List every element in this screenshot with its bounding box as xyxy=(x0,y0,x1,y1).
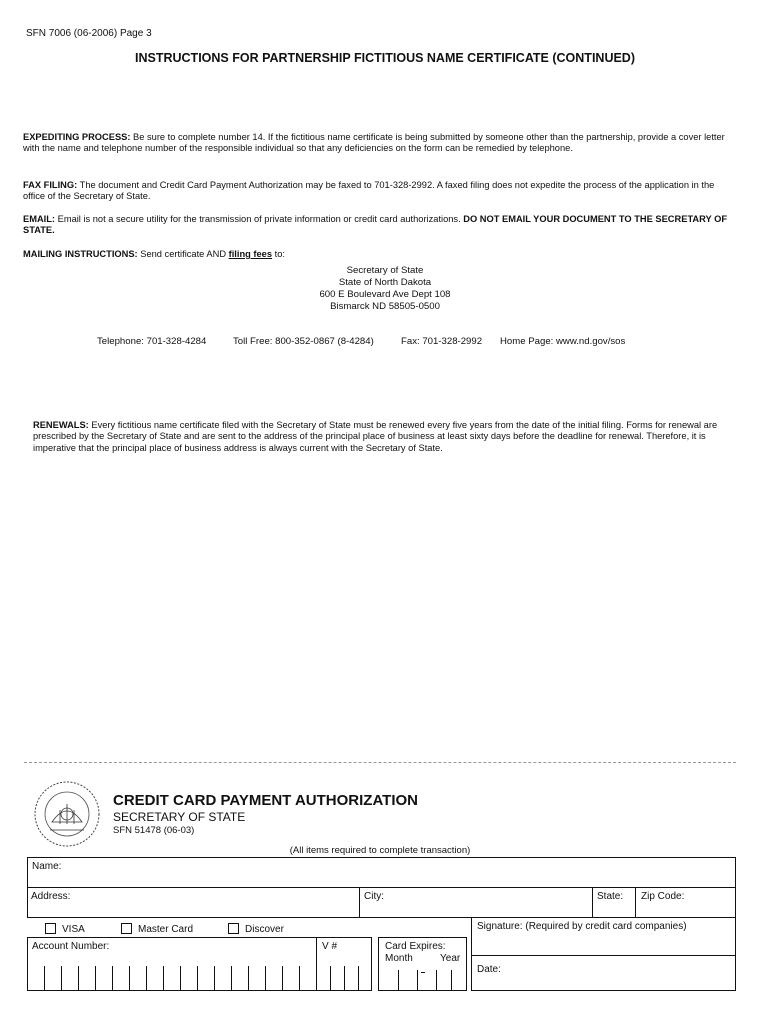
account-number-field[interactable] xyxy=(27,937,317,991)
telephone: Telephone: 701-328-4284 xyxy=(97,336,207,347)
mailing-fees: filing fees xyxy=(228,249,273,259)
email-warning: DO NOT EMAIL YOUR DOCUMENT TO THE SECRETARY OF STATE. xyxy=(23,214,728,236)
mastercard-label: Master Card xyxy=(138,924,194,935)
mailing-text-a: Send certificate AND xyxy=(140,249,227,259)
address-field[interactable] xyxy=(27,887,360,918)
address-line-1: Secretary of State xyxy=(346,265,424,276)
cc-subtitle: SECRETARY OF STATE xyxy=(113,810,246,824)
fax-label: FAX FILING: xyxy=(23,180,78,190)
fax-paragraph xyxy=(23,180,728,203)
signature-field[interactable] xyxy=(471,917,736,956)
email-paragraph xyxy=(23,214,728,237)
mailing-label: MAILING INSTRUCTIONS: xyxy=(23,249,138,259)
card-expires-field[interactable] xyxy=(378,937,467,991)
account-label: Account Number: xyxy=(32,941,110,952)
visa-checkbox[interactable] xyxy=(45,923,56,934)
toll-free: Toll Free: 800-352-0867 (8-4284) xyxy=(233,336,374,347)
zip-label: Zip Code: xyxy=(641,891,685,902)
discover-checkbox[interactable] xyxy=(228,923,239,934)
name-label: Name: xyxy=(32,861,62,872)
expediting-label: EXPEDITING PROCESS: xyxy=(23,132,131,142)
zip-field[interactable] xyxy=(635,887,736,918)
mailing-text-b: to: xyxy=(274,249,285,259)
address-line-2: State of North Dakota xyxy=(338,277,432,288)
date-label: Date: xyxy=(477,964,501,975)
address-line-3: 600 E Boulevard Ave Dept 108 xyxy=(319,289,451,300)
discover-label: Discover xyxy=(245,924,284,935)
form-id: SFN 7006 (06-2006) Page 3 xyxy=(26,28,152,39)
signature-label: Signature: (Required by credit card companies) xyxy=(477,921,687,932)
renewals-label: RENEWALS: xyxy=(33,420,89,430)
v-number-field[interactable] xyxy=(316,937,372,991)
expediting-paragraph xyxy=(23,132,728,155)
mailing-paragraph xyxy=(23,249,728,260)
page-title: INSTRUCTIONS FOR PARTNERSHIP FICTITIOUS NAME CERTIFICATE (CONTINUED) xyxy=(135,51,635,65)
mastercard-checkbox[interactable] xyxy=(121,923,132,934)
renewals-text: Every fictitious name certificate filed with the Secretary of State must be renewed every five years from the date of the initial filing. Forms for renewal are prescribed by the Secretary of State and are sent to the address of the principal place of business at least sixty days before the deadline for renewal. Therefore, it is imperative that the principal place of business address is always current with the Secretary of State. xyxy=(33,420,718,453)
address-line-4: Bismarck ND 58505-0500 xyxy=(330,301,440,312)
home-page: Home Page: www.nd.gov/sos xyxy=(500,336,626,347)
cc-note: (All items required to complete transaction) xyxy=(289,845,471,856)
cut-line xyxy=(24,762,736,763)
fax-number: Fax: 701-328-2992 xyxy=(401,336,483,347)
email-text: Email is not a secure utility for the transmission of private information or credit card authorizations. xyxy=(57,214,461,224)
expiry-separator xyxy=(421,972,425,973)
expediting-text: Be sure to complete number 14. If the fictitious name certificate is being submitted by someone other than the partnership, provide a cover letter with the name and telephone number of the responsible individual so that any deficiencies on the form can be remedied by telephone. xyxy=(23,132,725,154)
cc-title: CREDIT CARD PAYMENT AUTHORIZATION xyxy=(113,792,418,809)
v-number-label: V # xyxy=(322,941,338,952)
card-expires-label: Card Expires: xyxy=(385,941,446,952)
state-label: State: xyxy=(597,891,624,902)
year-label: Year xyxy=(440,953,461,964)
city-field[interactable] xyxy=(359,887,620,918)
visa-label: VISA xyxy=(62,924,85,935)
city-label: City: xyxy=(364,891,384,902)
address-label: Address: xyxy=(31,891,71,902)
cc-form-id: SFN 51478 (06-03) xyxy=(113,825,195,836)
state-seal-icon xyxy=(32,780,102,848)
address-row xyxy=(27,887,736,918)
renewals-paragraph xyxy=(33,420,733,454)
email-label: EMAIL: xyxy=(23,214,56,224)
name-field[interactable] xyxy=(27,857,736,888)
state-field[interactable] xyxy=(592,887,636,918)
date-field[interactable] xyxy=(471,955,736,991)
month-label: Month xyxy=(385,953,413,964)
fax-text: The document and Credit Card Payment Authorization may be faxed to 701-328-2992. A faxed filing does not expedite the process of the application in the office of the Secretary of State. xyxy=(23,180,715,202)
